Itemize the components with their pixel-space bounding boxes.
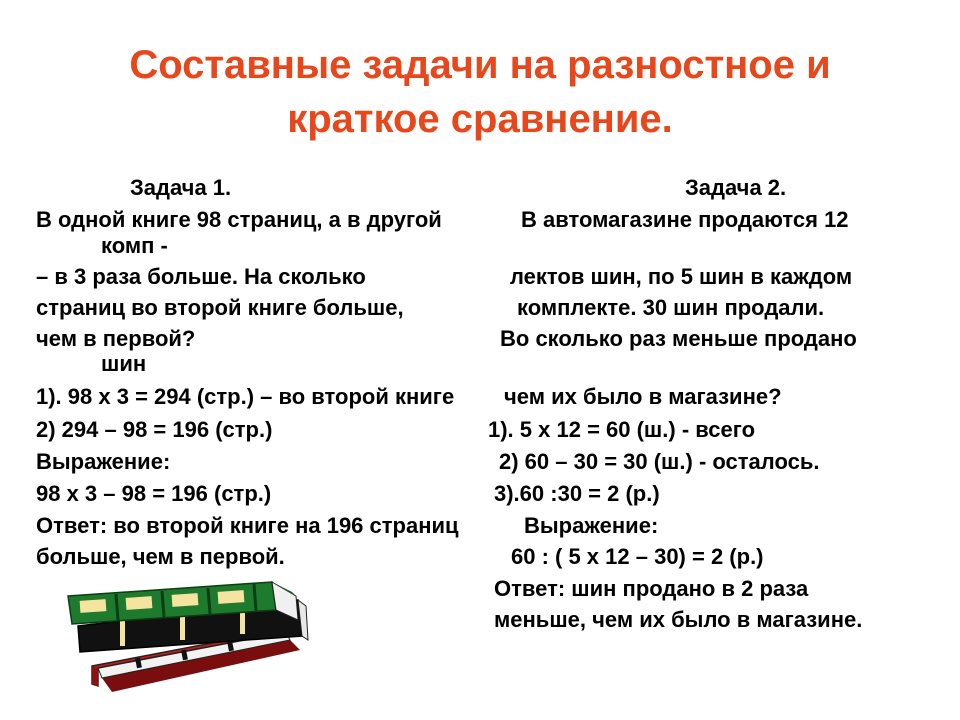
books-illustration (62, 570, 312, 695)
title-line-2: краткое сравнение. (287, 97, 673, 141)
task2-text-line: шин (101, 351, 147, 376)
task2-solution-line: 3).60 :30 = 2 (р.) (494, 481, 660, 506)
task2-text-line: комплекте. 30 шин продали. (517, 295, 825, 320)
task1-heading: Задача 1. (130, 175, 232, 200)
task1-answer: больше, чем в первой. (36, 544, 285, 569)
task1-text-line: чем в первой? (36, 326, 196, 351)
task1-expression-label: Выражение: (36, 449, 171, 474)
task2-expression: 60 : ( 5 х 12 – 30) = 2 (р.) (511, 544, 764, 569)
task2-text-line: комп - (101, 233, 168, 258)
title-line-1: Составные задачи на разностное и (129, 43, 831, 87)
task2-answer: Ответ: шин продано в 2 раза (494, 576, 809, 601)
slide-title (0, 38, 960, 146)
task2-solution-line: 2) 60 – 30 = 30 (ш.) - осталось. (499, 449, 820, 474)
task1-answer: Ответ: во второй книге на 196 страниц (36, 513, 459, 538)
task2-expression-label: Выражение: (524, 513, 659, 538)
task2-text-line: чем их было в магазине? (504, 384, 782, 409)
task2-text-line: В автомагазине продаются 12 (521, 207, 849, 232)
task2-text-line: Во сколько раз меньше продано (500, 326, 857, 351)
task2-solution-line: 1). 5 х 12 = 60 (ш.) - всего (488, 417, 756, 442)
task1-solution-line: 1). 98 х 3 = 294 (стр.) – во второй книге (36, 384, 455, 409)
task1-text-line: страниц во второй книге больше, (36, 295, 404, 320)
task2-text-line: лектов шин, по 5 шин в каждом (510, 264, 853, 289)
task1-text-line: В одной книге 98 страниц, а в другой (36, 207, 442, 232)
task2-answer: меньше, чем их было в магазине. (494, 607, 863, 632)
task1-solution-line: 2) 294 – 98 = 196 (стр.) (36, 417, 273, 442)
task1-text-line: – в 3 раза больше. На сколько (36, 264, 366, 289)
task1-expression: 98 х 3 – 98 = 196 (стр.) (36, 481, 272, 506)
task2-heading: Задача 2. (685, 175, 787, 200)
